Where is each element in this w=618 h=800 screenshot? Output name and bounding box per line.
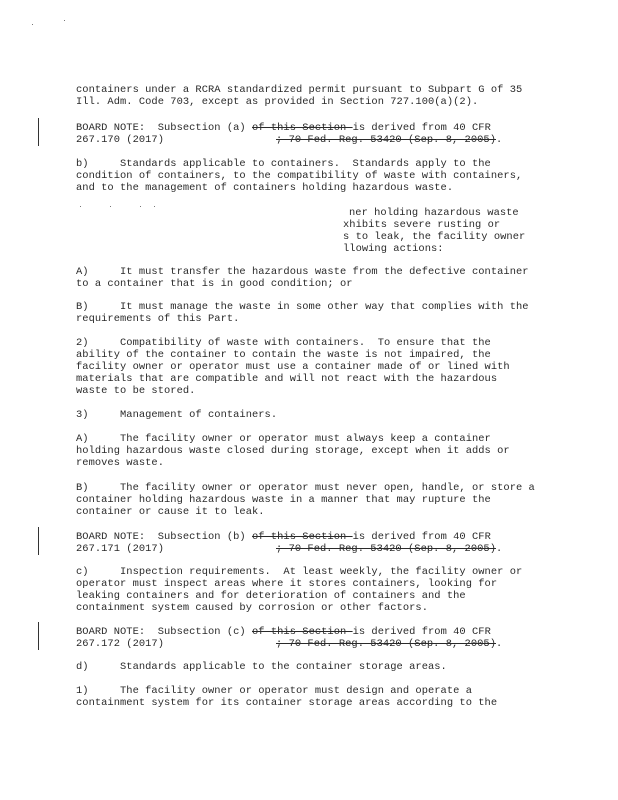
board-note-line	[76, 638, 502, 650]
partial-line: s to leak, the facility owner	[343, 231, 526, 243]
paragraph-line: A) The facility owner or operator must always keep a container	[76, 433, 491, 445]
paragraph-line: requirements of this Part.	[76, 313, 240, 325]
partial-line: llowing actions:	[343, 243, 444, 255]
paragraph-line: leaking containers and for deterioration of containers and the	[76, 590, 466, 602]
scan-speck	[140, 206, 141, 207]
board-note-line	[76, 122, 491, 134]
paragraph-line: condition of containers, to the compatibility of waste with containers,	[76, 170, 523, 182]
deleted-text: of this Section	[252, 626, 353, 638]
note-text: BOARD NOTE: Subsection (c)	[76, 626, 252, 638]
scan-speck	[32, 24, 33, 25]
paragraph-line: materials that are compatible and will not react with the hazardous	[76, 373, 498, 385]
paragraph-line: waste to be stored.	[76, 385, 196, 397]
paragraph-line: removes waste.	[76, 457, 164, 469]
paragraph-line: 1) The facility owner or operator must design and operate a	[76, 685, 472, 697]
paragraph-line: holding hazardous waste closed during storage, except when it adds or	[76, 445, 510, 457]
scan-speck	[154, 206, 155, 207]
paragraph-line: containment system for its container storage areas according to the	[76, 697, 498, 709]
note-text: BOARD NOTE: Subsection (b)	[76, 531, 252, 543]
paragraph-line: d) Standards applicable to the container storage areas.	[76, 661, 447, 673]
revision-bar	[38, 527, 39, 555]
note-text: is derived from 40 CFR	[352, 626, 491, 638]
board-note-line	[76, 134, 502, 146]
paragraph-line: container or cause it to leak.	[76, 506, 265, 518]
deleted-text: ; 70 Fed. Reg. 53420 (Sep. 8, 2005)	[276, 134, 496, 146]
paragraph-line: c) Inspection requirements. At least weekly, the facility owner or	[76, 566, 523, 578]
partial-line: ner holding hazardous waste	[349, 207, 519, 219]
scan-speck	[64, 20, 65, 21]
paragraph-line: containers under a RCRA standardized permit pursuant to Subpart G of 35	[76, 84, 523, 96]
board-note-line	[76, 531, 491, 543]
deleted-text: of this Section	[252, 122, 353, 134]
paragraph-line: operator must inspect areas where it stores containers, looking for	[76, 578, 498, 590]
paragraph-line: 2) Compatibility of waste with containers. To ensure that the	[76, 337, 491, 349]
paragraph-line: B) The facility owner or operator must never open, handle, or store a	[76, 482, 535, 494]
board-note-line	[76, 626, 491, 638]
paragraph-line: facility owner or operator must use a container made of or lined with	[76, 361, 510, 373]
note-text: .	[496, 638, 503, 650]
deleted-text: ; 70 Fed. Reg. 53420 (Sep. 8, 2005)	[276, 638, 496, 650]
citation-text: 267.172 (2017)	[76, 638, 164, 650]
deleted-text: of this Section	[252, 531, 353, 543]
paragraph-line: A) It must transfer the hazardous waste from the defective container	[76, 266, 529, 278]
scan-speck	[110, 206, 111, 207]
revision-bar	[38, 118, 39, 146]
note-text: is derived from 40 CFR	[352, 531, 491, 543]
paragraph-line: and to the management of containers holding hazardous waste.	[76, 182, 454, 194]
deleted-text: ; 70 Fed. Reg. 53420 (Sep. 8, 2005)	[276, 543, 496, 555]
scan-speck	[80, 206, 81, 207]
paragraph-line: Ill. Adm. Code 703, except as provided in Section 727.100(a)(2).	[76, 96, 479, 108]
note-text: BOARD NOTE: Subsection (a)	[76, 122, 252, 134]
citation-text: 267.171 (2017)	[76, 543, 164, 555]
citation-text: 267.170 (2017)	[76, 134, 164, 146]
partial-line: xhibits severe rusting or	[343, 219, 501, 231]
paragraph-line: B) It must manage the waste in some other way that complies with the	[76, 301, 529, 313]
paragraph-line: ability of the container to contain the waste is not impaired, the	[76, 349, 491, 361]
paragraph-line: container holding hazardous waste in a manner that may rupture the	[76, 494, 491, 506]
paragraph-line: containment system caused by corrosion or other factors.	[76, 602, 428, 614]
paragraph-line: to a container that is in good condition; or	[76, 278, 353, 290]
paragraph-line: 3) Management of containers.	[76, 409, 278, 421]
revision-bar	[38, 622, 39, 650]
note-text: .	[496, 543, 503, 555]
note-text: is derived from 40 CFR	[352, 122, 491, 134]
board-note-line	[76, 543, 502, 555]
paragraph-line: b) Standards applicable to containers. Standards apply to the	[76, 158, 491, 170]
note-text: .	[496, 134, 503, 146]
